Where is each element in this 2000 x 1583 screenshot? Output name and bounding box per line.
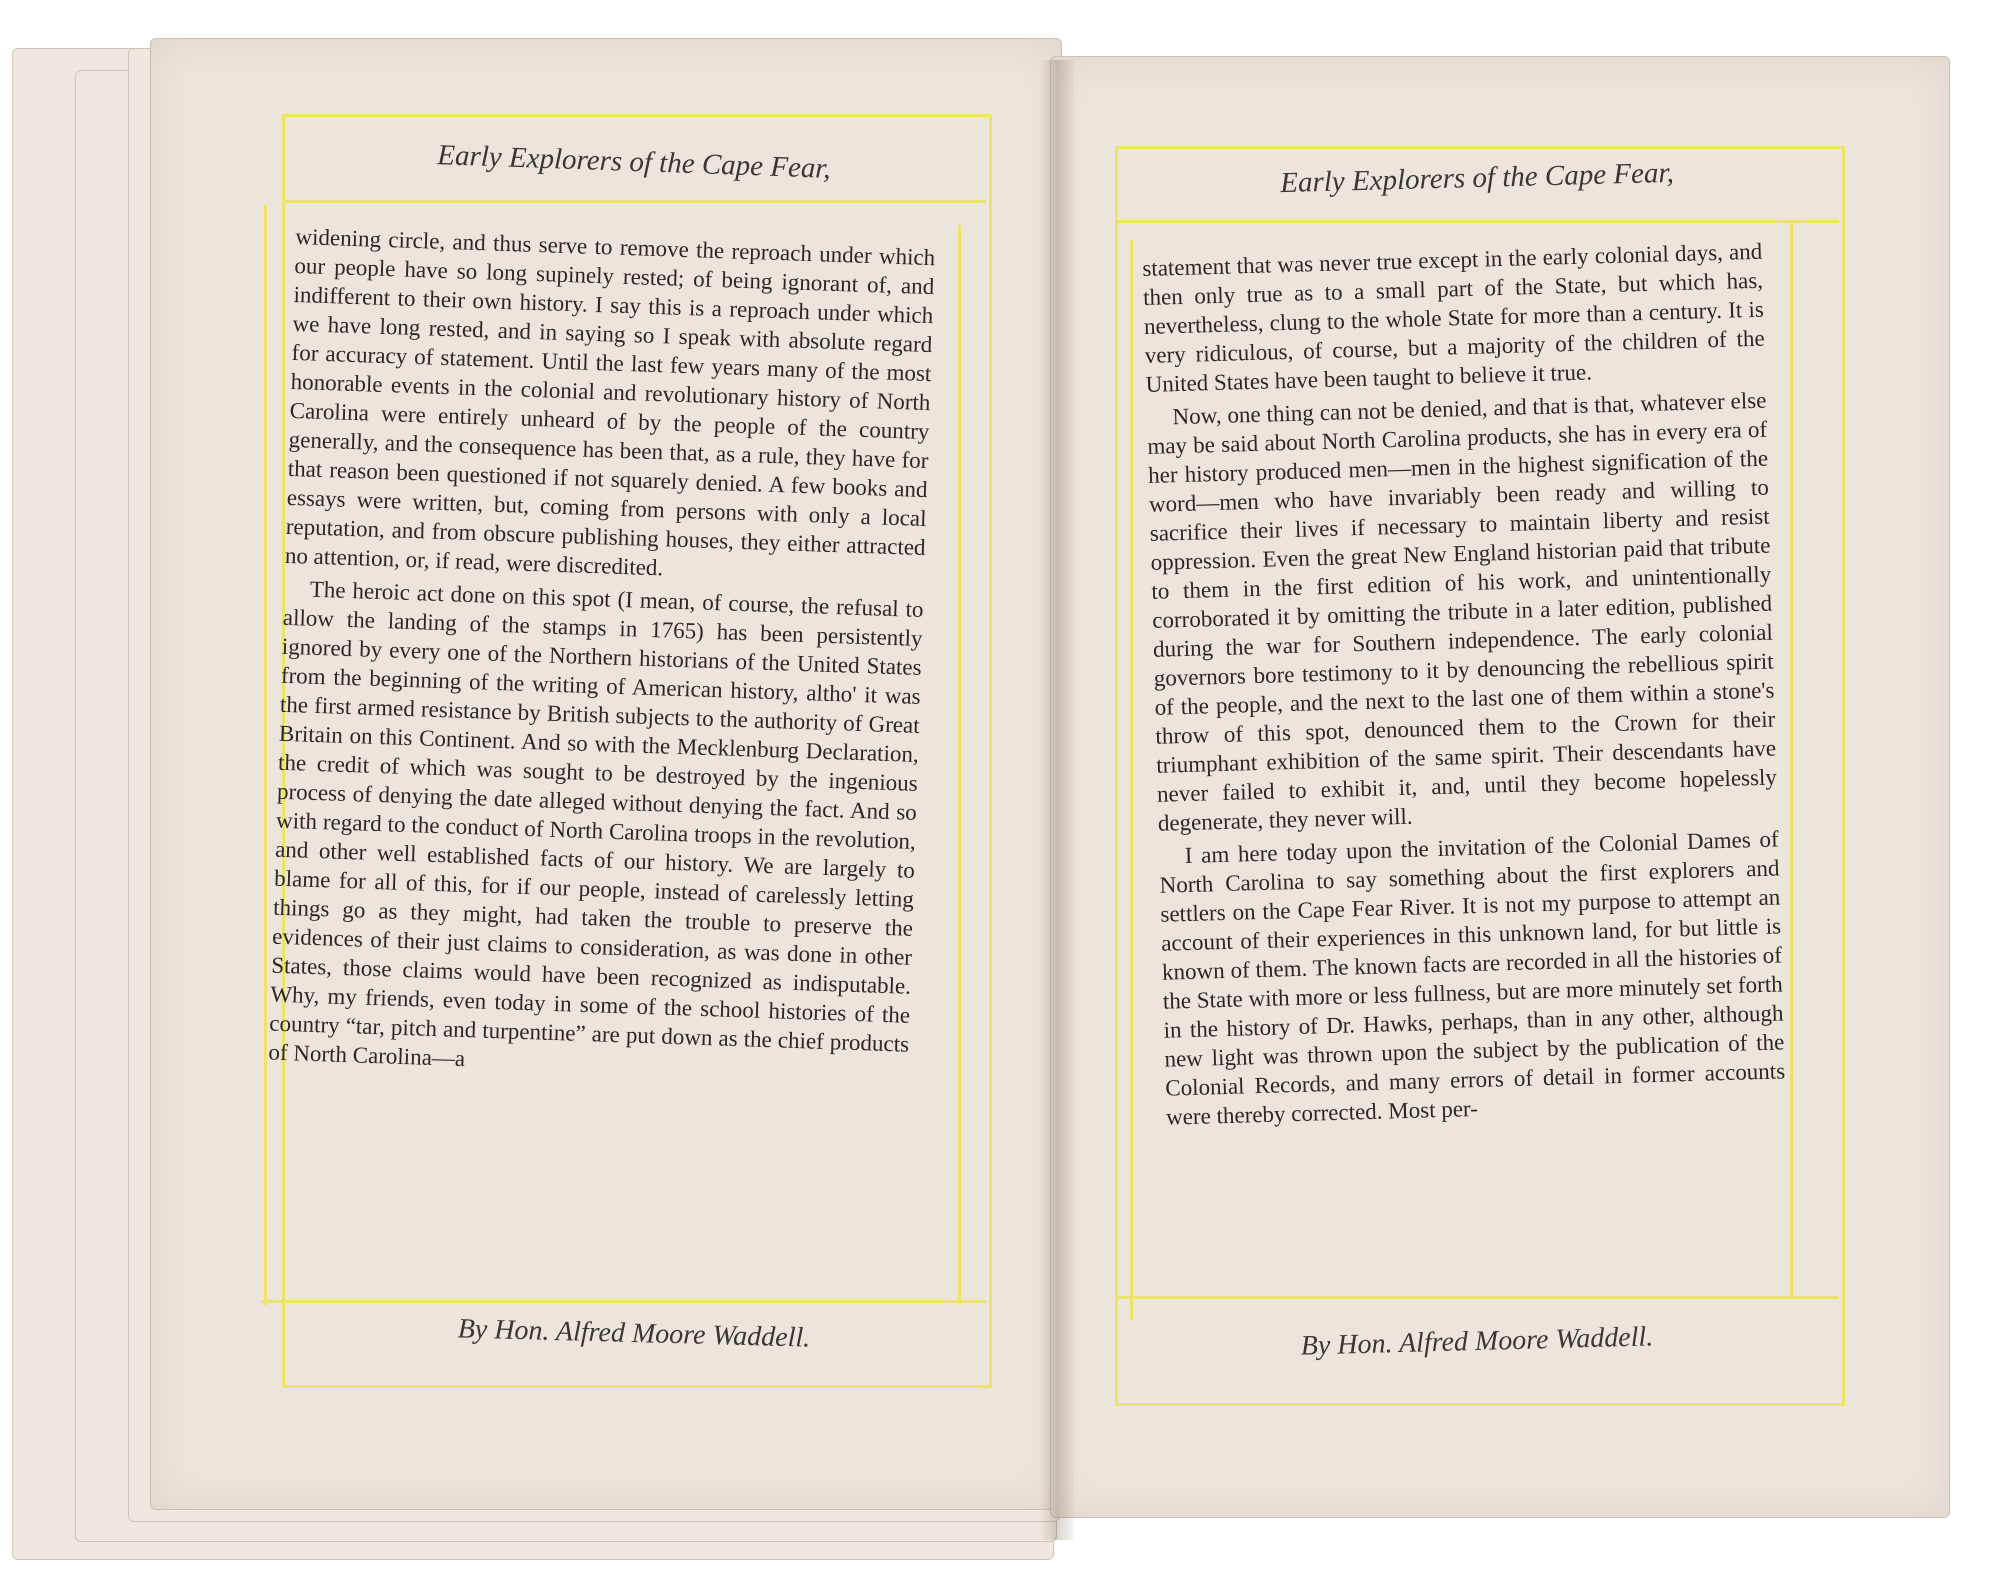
right-running-header: Early Explorers of the Cape Fear, bbox=[1279, 156, 1675, 200]
book-gutter bbox=[1040, 60, 1074, 1540]
left-body-text bbox=[268, 222, 936, 1088]
left-frame-inner-left bbox=[264, 205, 267, 1305]
right-page-footer: By Hon. Alfred Moore Waddell. bbox=[1300, 1321, 1654, 1362]
right-frame-footer-rule bbox=[1115, 1296, 1839, 1299]
right-paragraph-1: statement that was never true except in the early colonial days, and then only true as to a small part of the State, but which has, nevertheless, clung to the whole State for more than a century. It is very ridiculous, of course, but a majority of the children of the United States have been taught to believe it true. bbox=[1142, 238, 1765, 397]
left-paragraph-2: The heroic act done on this spot (I mean, of course, the refusal to allow the landing of the stamps in 1765) has been persistently ignored by every one of the Northern historians of the United States from the beginning of the writing of American history, altho' it was the first armed resistance by British subjects to the authority of Great Britain on this Continent. And so with the Mecklenburg Declaration, the credit of which was sought to be destroyed by the ingenious process of denying the date alleged without denying the fact. And so with regard to the conduct of North Carolina troops in the revolution, and other well established facts of our history. We are largely to blame for all of this, for if our people, instead of carelessly letting things go as they might, had taken the trouble to preserve the evidences of their just claims to consideration, as was done in other States, those claims would have been recognized as indisputable. Why, my friends, even today in some of the school histories of the country “tar, pitch and turpentine” are put down as the chief products of North Carolina—a bbox=[268, 576, 924, 1072]
left-paragraph-1: widening circle, and thus serve to remove the reproach under which our people have so long supinely rested; of being ignorant of, and indifferent to their own history. I say this is a reproach under which we have long rested, and in saying so I speak with absolute regard for accuracy of statement. Until the last few years many of the most honorable events in the colonial and revolutionary history of North Carolina were entirely unheard of by the people of the country generally, and the consequence has been that, as a rule, they have for that reason been questioned if not squarely denied. A few books and essays were written, but, coming from persons with only a local reputation, and from obscure publishing houses, they either attracted no attention, or, if read, were discredited. bbox=[284, 223, 936, 581]
left-frame-footer-rule bbox=[262, 1300, 986, 1303]
left-frame-header-rule bbox=[282, 200, 986, 203]
left-frame-inner-right bbox=[958, 225, 961, 1305]
left-page-footer: By Hon. Alfred Moore Waddell. bbox=[457, 1313, 811, 1354]
right-paragraph-2: Now, one thing can not be denied, and that is that, whatever else may be said about North Carolina products, she has in every era of her history produced men—men in the highest signification of the word—men who have invariably been ready and willing to sacrifice their lives if necessary to maintain liberty and resist oppression. Even the great New England historian paid that tribute to them in the first edition of his work, and unintentionally corroborated it by omitting the tribute in a later edition, published during the war for Southern independence. The early colonial governors bore testimony to it by denouncing the rebellious spirit of the people, and the next to the last one of them within a stone's throw of this spot, denounced them to the Crown for their triumphant exhibition of the same spirit. Their descendants have never failed to exhibit it, and, until they become hopelessly degenerate, they never will. bbox=[1147, 387, 1778, 836]
left-running-header: Early Explorers of the Cape Fear, bbox=[436, 139, 832, 185]
right-paragraph-3: I am here today upon the invitation of the Colonial Dames of North Carolina to say something about the first explorers and settlers on the Cape Fear River. It is not my purpose to attempt an account of their experiences in this unknown land, for but little is known of them. The known facts are recorded in all the histories of the State with more or less fullness, but are more minutely set forth in the history of Dr. Hawks, perhaps, than in any other, although new light was thrown upon the subject by the publication of the Colonial Records, and many errors of detail in former accounts were thereby corrected. Most per- bbox=[1159, 826, 1786, 1130]
right-frame-inner-left bbox=[1130, 240, 1133, 1320]
right-frame-header-rule bbox=[1115, 220, 1839, 223]
right-body-text bbox=[1142, 237, 1786, 1132]
right-frame-inner-right bbox=[1790, 220, 1793, 1296]
